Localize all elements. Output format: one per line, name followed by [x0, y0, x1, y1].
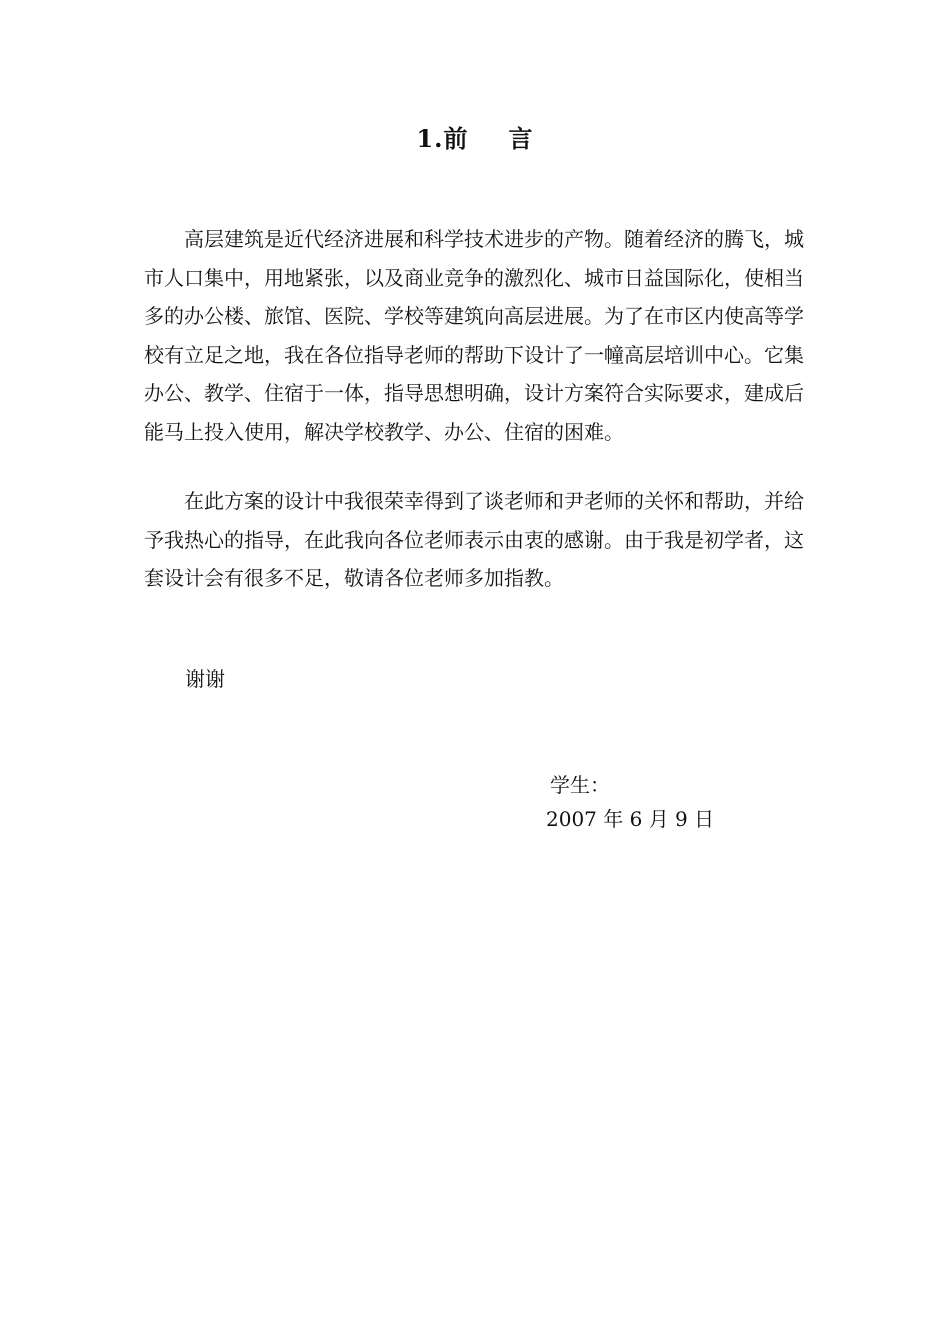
signature-date: 2007 年 6 月 9 日 [546, 807, 715, 831]
section-title-number: 1. [416, 124, 444, 153]
paragraph-1: 高层建筑是近代经济进展和科学技术进步的产物。随着经济的腾飞，城市人口集中，用地紧张，以及商业竞争的激烈化、城市日益国际化，使相当多的办公楼、旅馆、医院、学校等建筑向高层进展。为了在市区内使高等学校有立足之地，我在各位指导老师的帮助下设计了一幢高层培训中心。它集办公、教学、住宿于一体，指导思想明确，设计方案符合实际要求，建成后能马上投入使用，解决学校教学、办公、住宿的困难。 [144, 227, 804, 444]
preface-body-2 [144, 482, 804, 598]
thanks-text: 谢谢 [185, 667, 225, 691]
signature-label: 学生： [550, 773, 610, 797]
section-title [0, 122, 950, 156]
paragraph-2: 在此方案的设计中我很荣幸得到了谈老师和尹老师的关怀和帮助，并给予我热心的指导，在此我向各位老师表示由衷的感谢。由于我是初学者，这套设计会有很多不足，敬请各位老师多加指教。 [144, 489, 804, 590]
section-title-second-char: 言 [508, 124, 534, 153]
section-title-first-char: 前 [443, 124, 469, 153]
preface-body [144, 220, 804, 451]
